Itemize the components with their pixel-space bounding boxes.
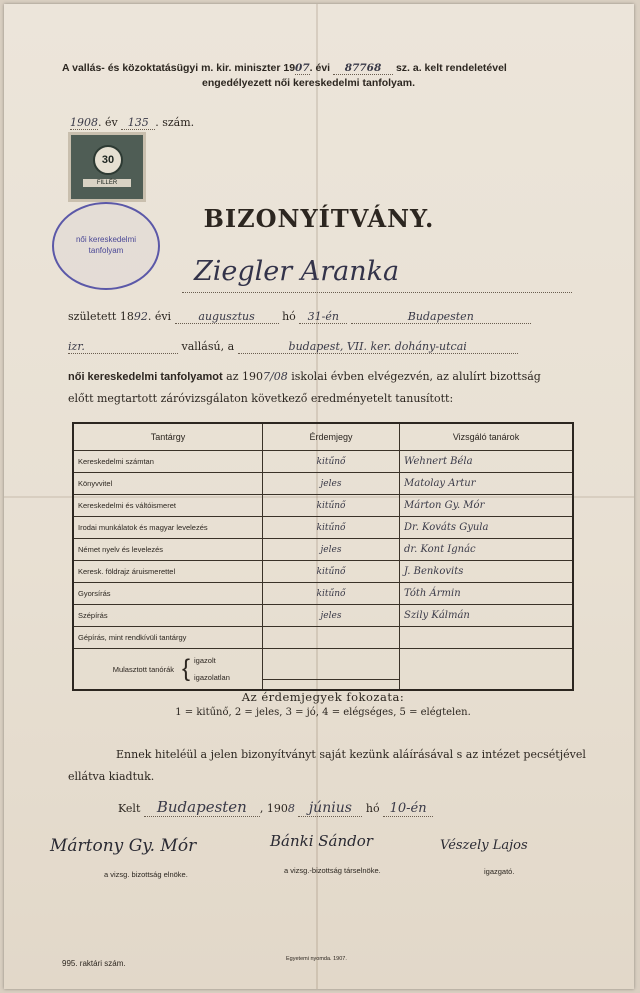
name-line	[182, 292, 572, 293]
exam-line: előtt megtartott záróvizsgálaton következő eredményetelt tanusított:	[68, 392, 454, 405]
date-line	[118, 798, 433, 817]
handwritten-birth-place: Budapesten	[351, 310, 531, 324]
religion-line	[68, 340, 518, 354]
grade-scale-title: Az érdemjegyek fokozata:	[241, 690, 405, 704]
brace: {	[182, 655, 191, 682]
table-row	[73, 583, 573, 605]
handwritten-student-name: Ziegler Aranka	[194, 256, 400, 287]
birth-line	[68, 310, 531, 324]
chairman-signature: Mártony Gy. Mór	[50, 836, 197, 856]
course-text: iskolai évben elvégezvén, az alulírt bizottság	[291, 370, 541, 383]
course-text: az 190	[226, 370, 264, 383]
handwritten-birth-year: 92	[133, 310, 148, 323]
course-name: női kereskedelmi tanfolyamot	[68, 371, 223, 383]
grade-cell: kitűnő	[263, 583, 400, 605]
grade-scale-items: 1 = kitűnő, 2 = jeles, 3 = jó, 4 = elégséges, 5 = elégtelen.	[175, 707, 471, 718]
handwritten-issue-day: 10-én	[383, 801, 433, 817]
subject-cell: Kereskedelmi számtan	[73, 451, 263, 473]
header-subject: Tantárgy	[73, 423, 263, 451]
handwritten-registry-number: 135	[121, 116, 155, 130]
date-text: , 190	[259, 802, 288, 815]
handwritten-issue-year: 8	[287, 802, 295, 815]
table-row	[73, 473, 573, 495]
table-row	[73, 539, 573, 561]
seal-text: női kereskedelmi tanfolyam	[75, 235, 137, 255]
grade-cell: jeles	[263, 605, 400, 627]
table-row	[73, 451, 573, 473]
absence-label-cell	[73, 649, 263, 691]
subject-cell: Keresk. földrajz áruismerettel	[73, 561, 263, 583]
archive-number: 995. raktári szám.	[62, 959, 126, 968]
header-text: . évi	[309, 62, 331, 74]
header-line-1	[62, 62, 507, 75]
table-row	[73, 517, 573, 539]
handwritten-birth-month: augusztus	[175, 310, 279, 324]
date-text: hó	[365, 802, 380, 815]
document-title: BIZONYÍTVÁNY.	[203, 204, 435, 233]
stamp-unit: FILLÉR	[83, 179, 131, 187]
table-row	[73, 495, 573, 517]
grade-cell: kitűnő	[263, 561, 400, 583]
revenue-stamp	[68, 132, 146, 202]
grade-scale	[74, 690, 572, 718]
absence-unexcused: igazolatlan	[194, 673, 230, 682]
director-signature: Vészely Lajos	[440, 838, 528, 853]
grade-cell	[263, 627, 400, 649]
grade-cell: jeles	[263, 473, 400, 495]
grade-cell: kitűnő	[263, 517, 400, 539]
header-grade: Érdemjegy	[263, 423, 400, 451]
handwritten-birth-day: 31-én	[299, 310, 347, 324]
subject-cell: Gépírás, mint rendkívüli tantárgy	[73, 627, 263, 649]
subject-cell: Szépírás	[73, 605, 263, 627]
vice-chairman-caption: a vizsg.-bizottság társelnöke.	[284, 866, 381, 875]
grade-cell: kitűnő	[263, 451, 400, 473]
date-label: Kelt	[118, 802, 141, 815]
subject-cell: Könyvvitel	[73, 473, 263, 495]
teacher-signature: Szily Kálmán	[400, 605, 574, 627]
attest-line-1: Ennek hiteléül a jelen bizonyítványt saját kezünk aláírásával s az intézet pecsétjével	[116, 748, 586, 761]
stamp-value: 30	[93, 145, 123, 175]
header-text: A vallás- és közoktatásügyi m. kir. miniszter 19	[62, 62, 296, 74]
teacher-signature: Márton Gy. Mór	[400, 495, 574, 517]
absence-empty-cell	[400, 649, 574, 691]
grade-cell: kitűnő	[263, 495, 400, 517]
teacher-signature	[400, 627, 574, 649]
teacher-signature: Matolay Artur	[400, 473, 574, 495]
absence-row	[73, 649, 573, 691]
printer-imprint: Egyetemi nyomda. 1907.	[286, 956, 347, 962]
teacher-signature: Dr. Kováts Gyula	[400, 517, 574, 539]
handwritten-issue-place: Budapesten	[144, 798, 260, 817]
handwritten-registry-year: 1908	[70, 116, 98, 129]
table-row	[73, 627, 573, 649]
registry-text: . szám.	[155, 116, 195, 129]
grades-table	[72, 422, 574, 691]
handwritten-school-year: 7/08	[263, 370, 288, 383]
subject-cell: Kereskedelmi és váltóismeret	[73, 495, 263, 517]
subject-cell: Német nyelv és levelezés	[73, 539, 263, 561]
teacher-signature: dr. Kont Ignác	[400, 539, 574, 561]
teacher-signature: J. Benkovits	[400, 561, 574, 583]
religion-text: vallású, a	[181, 340, 235, 353]
teacher-signature: Wehnert Béla	[400, 451, 574, 473]
handwritten-year: 07	[295, 62, 310, 74]
attest-line-2: ellátva kiadtuk.	[68, 770, 155, 783]
birth-text: . évi	[147, 310, 172, 323]
birth-text: hó	[282, 310, 296, 323]
certificate-paper	[4, 4, 634, 989]
course-line	[68, 370, 541, 383]
teacher-signature: Tóth Ármin	[400, 583, 574, 605]
absence-excused: igazolt	[194, 656, 216, 665]
table-row	[73, 561, 573, 583]
table-row	[73, 605, 573, 627]
handwritten-school-address: budapest, VII. ker. dohány-utcai	[238, 340, 518, 354]
header-text: sz. a. kelt rendeletével	[395, 62, 507, 74]
grade-cell: jeles	[263, 539, 400, 561]
chairman-caption: a vizsg. bizottság elnöke.	[104, 870, 188, 879]
registry-text: . év	[98, 116, 118, 129]
handwritten-issue-month: június	[298, 800, 362, 817]
header-teachers: Vizsgáló tanárok	[400, 423, 574, 451]
header-line-2: engedélyezett női kereskedelmi tanfolyam.	[202, 77, 415, 89]
table-header-row	[73, 423, 573, 451]
handwritten-religion: izr.	[68, 340, 178, 354]
handwritten-decree-number: 87768	[333, 62, 393, 75]
subject-cell: Gyorsírás	[73, 583, 263, 605]
birth-label: született 18	[68, 310, 134, 323]
registry-number	[70, 116, 194, 130]
vice-chairman-signature: Bánki Sándor	[270, 832, 373, 850]
director-caption: igazgató.	[484, 867, 515, 876]
absence-label: Mulasztott tanórák	[112, 664, 174, 674]
absence-value-cell	[263, 649, 400, 691]
subject-cell: Irodai munkálatok és magyar levelezés	[73, 517, 263, 539]
